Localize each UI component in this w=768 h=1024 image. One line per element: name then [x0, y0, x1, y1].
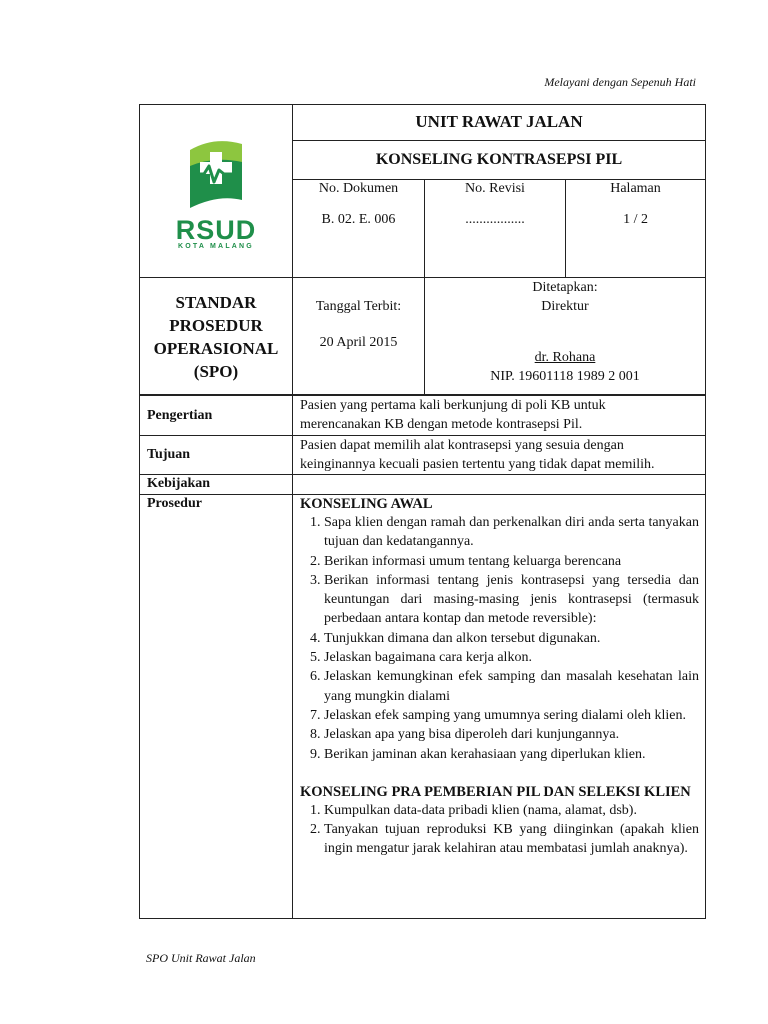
unit-title: UNIT RAWAT JALAN — [293, 105, 706, 141]
kebijakan-text — [293, 475, 706, 495]
doc-number-value: B. 02. E. 006 — [321, 212, 396, 227]
spo-line: (SPO) — [193, 362, 239, 381]
text-line: keinginannya kecuali pasien tertentu yang tidak dapat memilih. — [300, 457, 655, 472]
logo-name: RSUD — [175, 215, 257, 245]
text-line: Pasien yang pertama kali berkunjung di poli KB untuk — [300, 398, 606, 413]
konseling-awal-steps — [300, 513, 699, 764]
approved-label: Ditetapkan: — [532, 280, 598, 295]
revision-cell — [425, 180, 566, 278]
footer-text: SPO Unit Rawat Jalan — [146, 951, 256, 965]
spo-line: OPERASIONAL — [153, 339, 279, 358]
doc-number-cell — [293, 180, 425, 278]
document-title: KONSELING KONTRASEPSI PIL — [293, 141, 706, 180]
kebijakan-label: Kebijakan — [140, 475, 293, 495]
text-line: Pasien dapat memilih alat kontrasepsi yang sesuia dengan — [300, 438, 624, 453]
list-item: 1. Sapa klien dengan ramah dan perkenalkan diri anda serta tanyakan tujuan dan kedatangannya. — [324, 513, 699, 552]
list-item: 4. Tunjukkan dimana dan alkon tersebut digunakan. — [324, 629, 699, 648]
section-title-konseling-pra: KONSELING PRA PEMBERIAN PIL DAN SELEKSI KLIEN — [300, 783, 691, 800]
prosedur-content — [293, 495, 706, 919]
issued-cell — [293, 278, 425, 395]
revision-label: No. Revisi — [465, 181, 525, 196]
list-item: 8. Jelaskan apa yang bisa diperoleh dari kunjungannya. — [324, 725, 699, 744]
issued-label: Tanggal Terbit: — [315, 299, 402, 314]
page-value: 1 / 2 — [623, 212, 648, 227]
list-item: 5. Jelaskan bagaimana cara kerja alkon. — [324, 648, 699, 667]
pengertian-label: Pengertian — [140, 396, 293, 436]
list-item: 1. Kumpulkan data-data pribadi klien (nama, alamat, dsb). — [324, 801, 699, 820]
approved-name: dr. Rohana — [534, 350, 596, 365]
header-tagline: Melayani dengan Sepenuh Hati — [544, 75, 696, 89]
list-item: 9. Berikan jaminan akan kerahasiaan yang diperlukan klien. — [324, 745, 699, 764]
doc-number-label: No. Dokumen — [318, 181, 399, 196]
procedure-table — [139, 395, 706, 919]
spo-line: STANDAR — [175, 293, 257, 312]
issued-date: 20 April 2015 — [319, 335, 398, 350]
list-item: 3. Berikan informasi tentang jenis kontrasepsi yang tersedia dan keuntungan dari masing-masing jenis kontrasepsi (termasuk perbedaan antara kontap dan metode reversible): — [324, 571, 699, 629]
spo-line: PROSEDUR — [169, 316, 263, 335]
spo-cell — [140, 278, 293, 395]
list-item: 6. Jelaskan kemungkinan efek samping dan masalah kesehatan lain yang mungkin dialami — [324, 667, 699, 706]
revision-value: ................. — [465, 212, 525, 227]
section-title-konseling-awal: KONSELING AWAL — [300, 496, 433, 512]
tujuan-text — [293, 436, 706, 475]
page-label: Halaman — [610, 181, 661, 196]
list-item: 2. Berikan informasi umum tentang keluarga berencana — [324, 552, 699, 571]
medical-cross-heartbeat-icon — [184, 136, 248, 212]
approval-cell — [425, 278, 706, 395]
tujuan-label: Tujuan — [140, 436, 293, 475]
list-item: 2. Tanyakan tujuan reproduksi KB yang diinginkan (apakah klien ingin mengatur jarak kelahiran atau membatasi jumlah anaknya). — [324, 820, 699, 859]
pengertian-text — [293, 396, 706, 436]
approved-nip: NIP. 19601118 1989 2 001 — [490, 369, 640, 384]
document-header-table — [139, 104, 706, 395]
page-cell — [566, 180, 706, 278]
rsud-logo — [140, 136, 292, 250]
list-item: 7. Jelaskan efek samping yang umumnya sering dialami oleh klien. — [324, 706, 699, 725]
logo-cell — [140, 105, 293, 278]
logo-subtitle: KOTA MALANG — [178, 243, 254, 250]
prosedur-label: Prosedur — [140, 495, 293, 919]
approved-role: Direktur — [541, 299, 589, 314]
konseling-pra-steps — [300, 801, 699, 859]
text-line: merencanakan KB dengan metode kontrasepsi Pil. — [300, 417, 583, 432]
